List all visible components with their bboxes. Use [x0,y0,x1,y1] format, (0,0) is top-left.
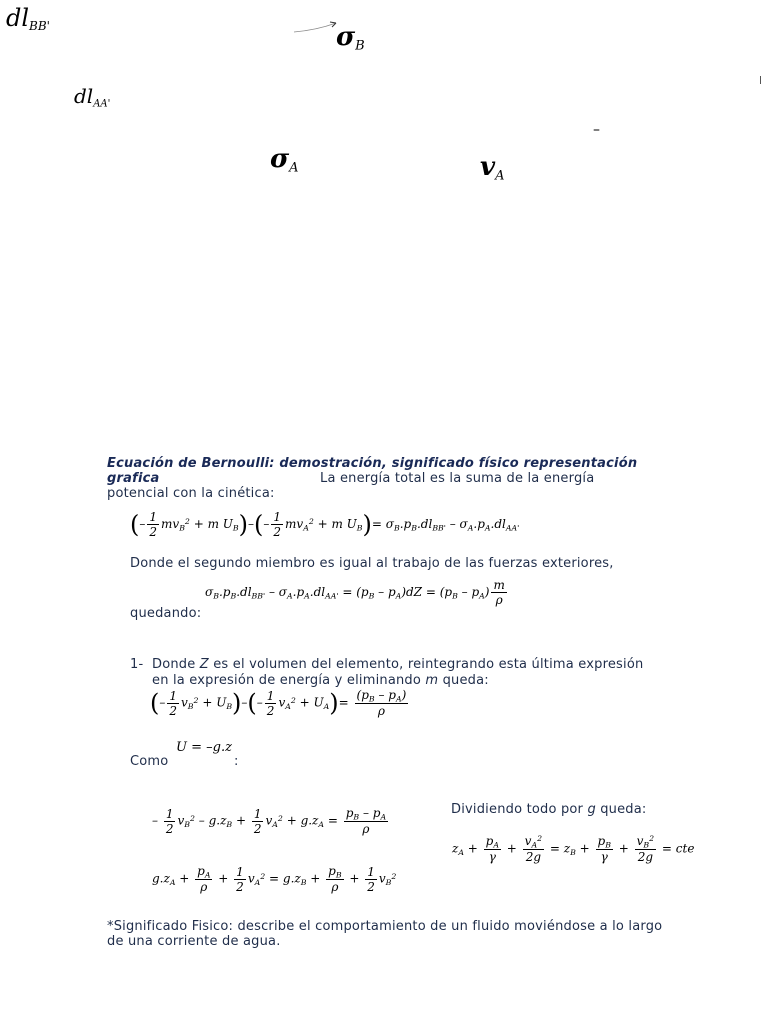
edge-tick-mark [760,76,764,84]
text-significado-line-2: de una corriente de agua. [107,934,281,949]
flow-arrow-icon [292,18,342,36]
sigma-a-subscript: A [289,160,299,176]
sigma-a-label [270,144,299,176]
list-item-line-2-a: en la expresión de energía y eliminando [152,673,426,688]
dl-bb-label [6,4,50,33]
list-item-number: 1- [130,657,144,672]
equation-reintegrated: (– $\frac{1}{2}$ $v_B^2 + U_B)-(-$ $\frac{1}{2}$ $v_A^2 + U_A)=$ $\frac{(p_B - p_A)}{\rho}$ [150,688,407,719]
dl-aa-subscript: AA' [93,98,111,110]
list-item-line-1-b: es el volumen del elemento, reintegrando esta última expresión [208,657,644,672]
text-quedando: quedando: [130,606,202,621]
text-dividiendo-b: queda: [595,802,647,817]
list-item-line-1 [152,657,643,672]
intro-text-line-2: potencial con la cinética: [107,486,275,501]
text-dividiendo [451,802,647,817]
equation-rearranged: $g.z_A$ + $\frac{p_A}{\rho}$ + $\frac{1}{2}$ $v_A^2 = g.z_B$ + $\frac{p_B}{\rho}$ + $\frac{1}{2}$ $v_B^2$ [152,864,397,895]
section-heading [107,456,637,471]
velocity-a-subscript: A [495,168,505,184]
dl-aa-symbol: dl [74,84,94,108]
dl-bb-subscript: BB' [29,19,50,34]
list-item-line-2 [152,673,489,688]
equation-expanded: – $\frac{1}{2}$ $v_B^2 - g.z_B$ + $\frac{1}{2}$ $v_A^2 + g.z_A$ = $\frac{p_B - p_A}{\rho}$ [152,806,387,837]
intro-text-line-1: La energía total es la suma de la energía [320,471,595,486]
sigma-b-subscript: B [355,38,365,54]
velocity-a-label [480,152,505,184]
dash-mark: – [593,122,600,138]
list-item-var-m: m [425,673,439,688]
sigma-b-label [336,22,365,54]
list-item-line-1-a: Donde [152,657,200,672]
list-item-var-z: Z [199,657,209,672]
list-item-line-2-b: queda: [438,673,489,688]
heading-line-1: Ecuación de Bernoulli: demostración, significado físico representación [107,456,638,471]
equation-bernoulli-final: $z_A$ + $\frac{p_A}{\gamma}$ + $\frac{v_A^2}{2g}$ = $z_B$ + $\frac{p_B}{\gamma}$ + $\frac{v_B^2}{2g}$ = cte [452,834,695,865]
velocity-a-symbol: v [480,152,496,182]
equation-work: $\sigma_B.p_B.dl_{BB'} - \sigma_A.p_A.dl_{AA'} = (p_B - p_A)dZ = (p_B - p_A)$ $\frac{m}{\rho}$ [205,578,505,607]
text-como-colon: : [234,754,239,769]
section-heading-line-2: grafica [107,471,160,486]
text-segundo-miembro: Donde el segundo miembro es igual al trabajo de las fuerzas exteriores, [130,556,614,571]
text-significado-line-1: *Significado Fisico: describe el comportamiento de un fluido moviéndose a lo largo [107,919,663,934]
dl-bb-symbol: dl [6,4,30,32]
equation-potential: U = –g.z [176,740,232,755]
sigma-a-symbol: σ [270,144,290,174]
equation-energy-balance: (– $\frac{1}{2}$ $mv_B^2 + m$ $U_B)-(-$ $\frac{1}{2}$ $mv_A^2 + m$ $U_B)= \sigma_B.p_B.dl_{BB'} - \sigma_A.p_A.dl_{AA'}$ [130,510,520,539]
text-como: Como [130,754,169,769]
text-dividiendo-var: g [587,802,596,817]
text-dividiendo-a: Dividiendo todo por [451,802,588,817]
sigma-b-symbol: σ [336,22,356,52]
dl-aa-label [74,84,110,110]
